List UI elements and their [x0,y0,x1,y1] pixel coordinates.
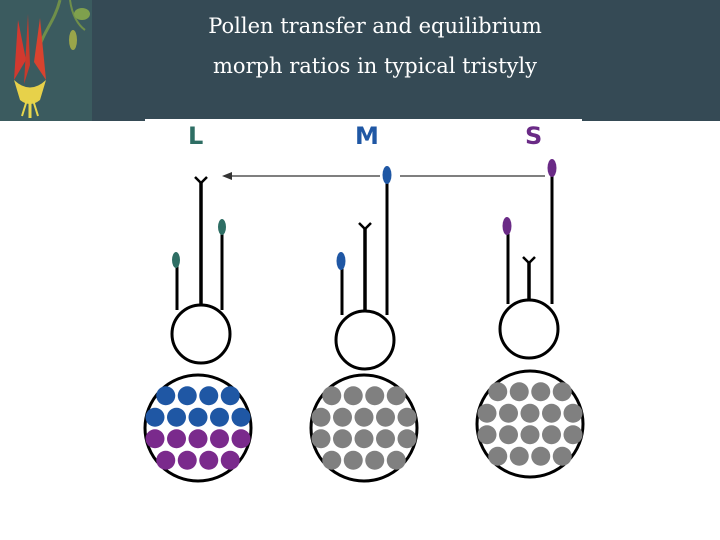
stigma-pollen-load-M [311,375,417,481]
pollen-grain [531,447,550,466]
pollen-grain [156,386,175,405]
pollen-grain [398,429,417,448]
pollen-grain [376,429,395,448]
pollen-grain [146,408,165,427]
flower-mid-styled [336,166,394,369]
title-line-1: Pollen transfer and equilibrium [208,14,542,38]
pollen-grain [167,429,186,448]
pollen-grain [488,382,507,401]
pollen-grain [488,447,507,466]
stigma-pollen-load-L [145,375,251,481]
morph-label-short: S [525,122,543,150]
pollen-grain [189,408,208,427]
pollen-grain [510,382,529,401]
pollen-grain [478,404,497,423]
morph-label-mid: M [355,122,379,150]
pollen-grain [564,425,583,444]
anther-long [548,159,557,177]
pollen-grain [232,408,251,427]
pollen-grain [387,386,406,405]
pollen-grain [221,386,240,405]
morph-label-long: L [188,122,204,150]
pollen-grain [510,447,529,466]
pollen-grain [531,382,550,401]
pollen-grain [553,382,572,401]
pollen-grain [156,451,175,470]
pollen-grain [376,408,395,427]
pollen-grain [521,425,540,444]
stigma-pollen-load-S [477,371,583,477]
pollen-grain [210,429,229,448]
flower-long-styled [172,177,230,363]
anther-long [383,166,392,184]
pollen-grain [232,429,251,448]
pollen-grain [221,451,240,470]
title-line-2: morph ratios in typical tristyly [213,54,537,78]
pollen-grain [189,429,208,448]
anther-short [337,252,346,270]
pollen-grain [478,425,497,444]
pollen-grain [542,404,561,423]
pollen-grain [355,429,374,448]
pollen-grain [564,404,583,423]
anther-short [172,252,180,268]
pollen-grain [146,429,165,448]
pollen-grain [553,447,572,466]
arrow-left-icon [222,172,232,180]
pollen-grain [365,451,384,470]
pollen-grain [333,429,352,448]
flower-short-styled [500,159,558,358]
pollen-grain [322,386,341,405]
anther-mid [503,217,512,235]
anther-mid [218,219,226,235]
pollen-grain [312,429,331,448]
pollen-grain [333,408,352,427]
pollen-grain [210,408,229,427]
pollen-grain [178,386,197,405]
pollen-grain [322,451,341,470]
pollen-grain [344,386,363,405]
pollen-grain [344,451,363,470]
pollen-grain [542,425,561,444]
pollen-grain [355,408,374,427]
pollen-grain [387,451,406,470]
pollen-grain [499,425,518,444]
pollen-grain [365,386,384,405]
pollen-grain [178,451,197,470]
pollen-grain [398,408,417,427]
pollen-grain [167,408,186,427]
pollen-grain [499,404,518,423]
pollen-grain [199,451,218,470]
pollen-grain [312,408,331,427]
pollen-grain [521,404,540,423]
pollen-grain [199,386,218,405]
